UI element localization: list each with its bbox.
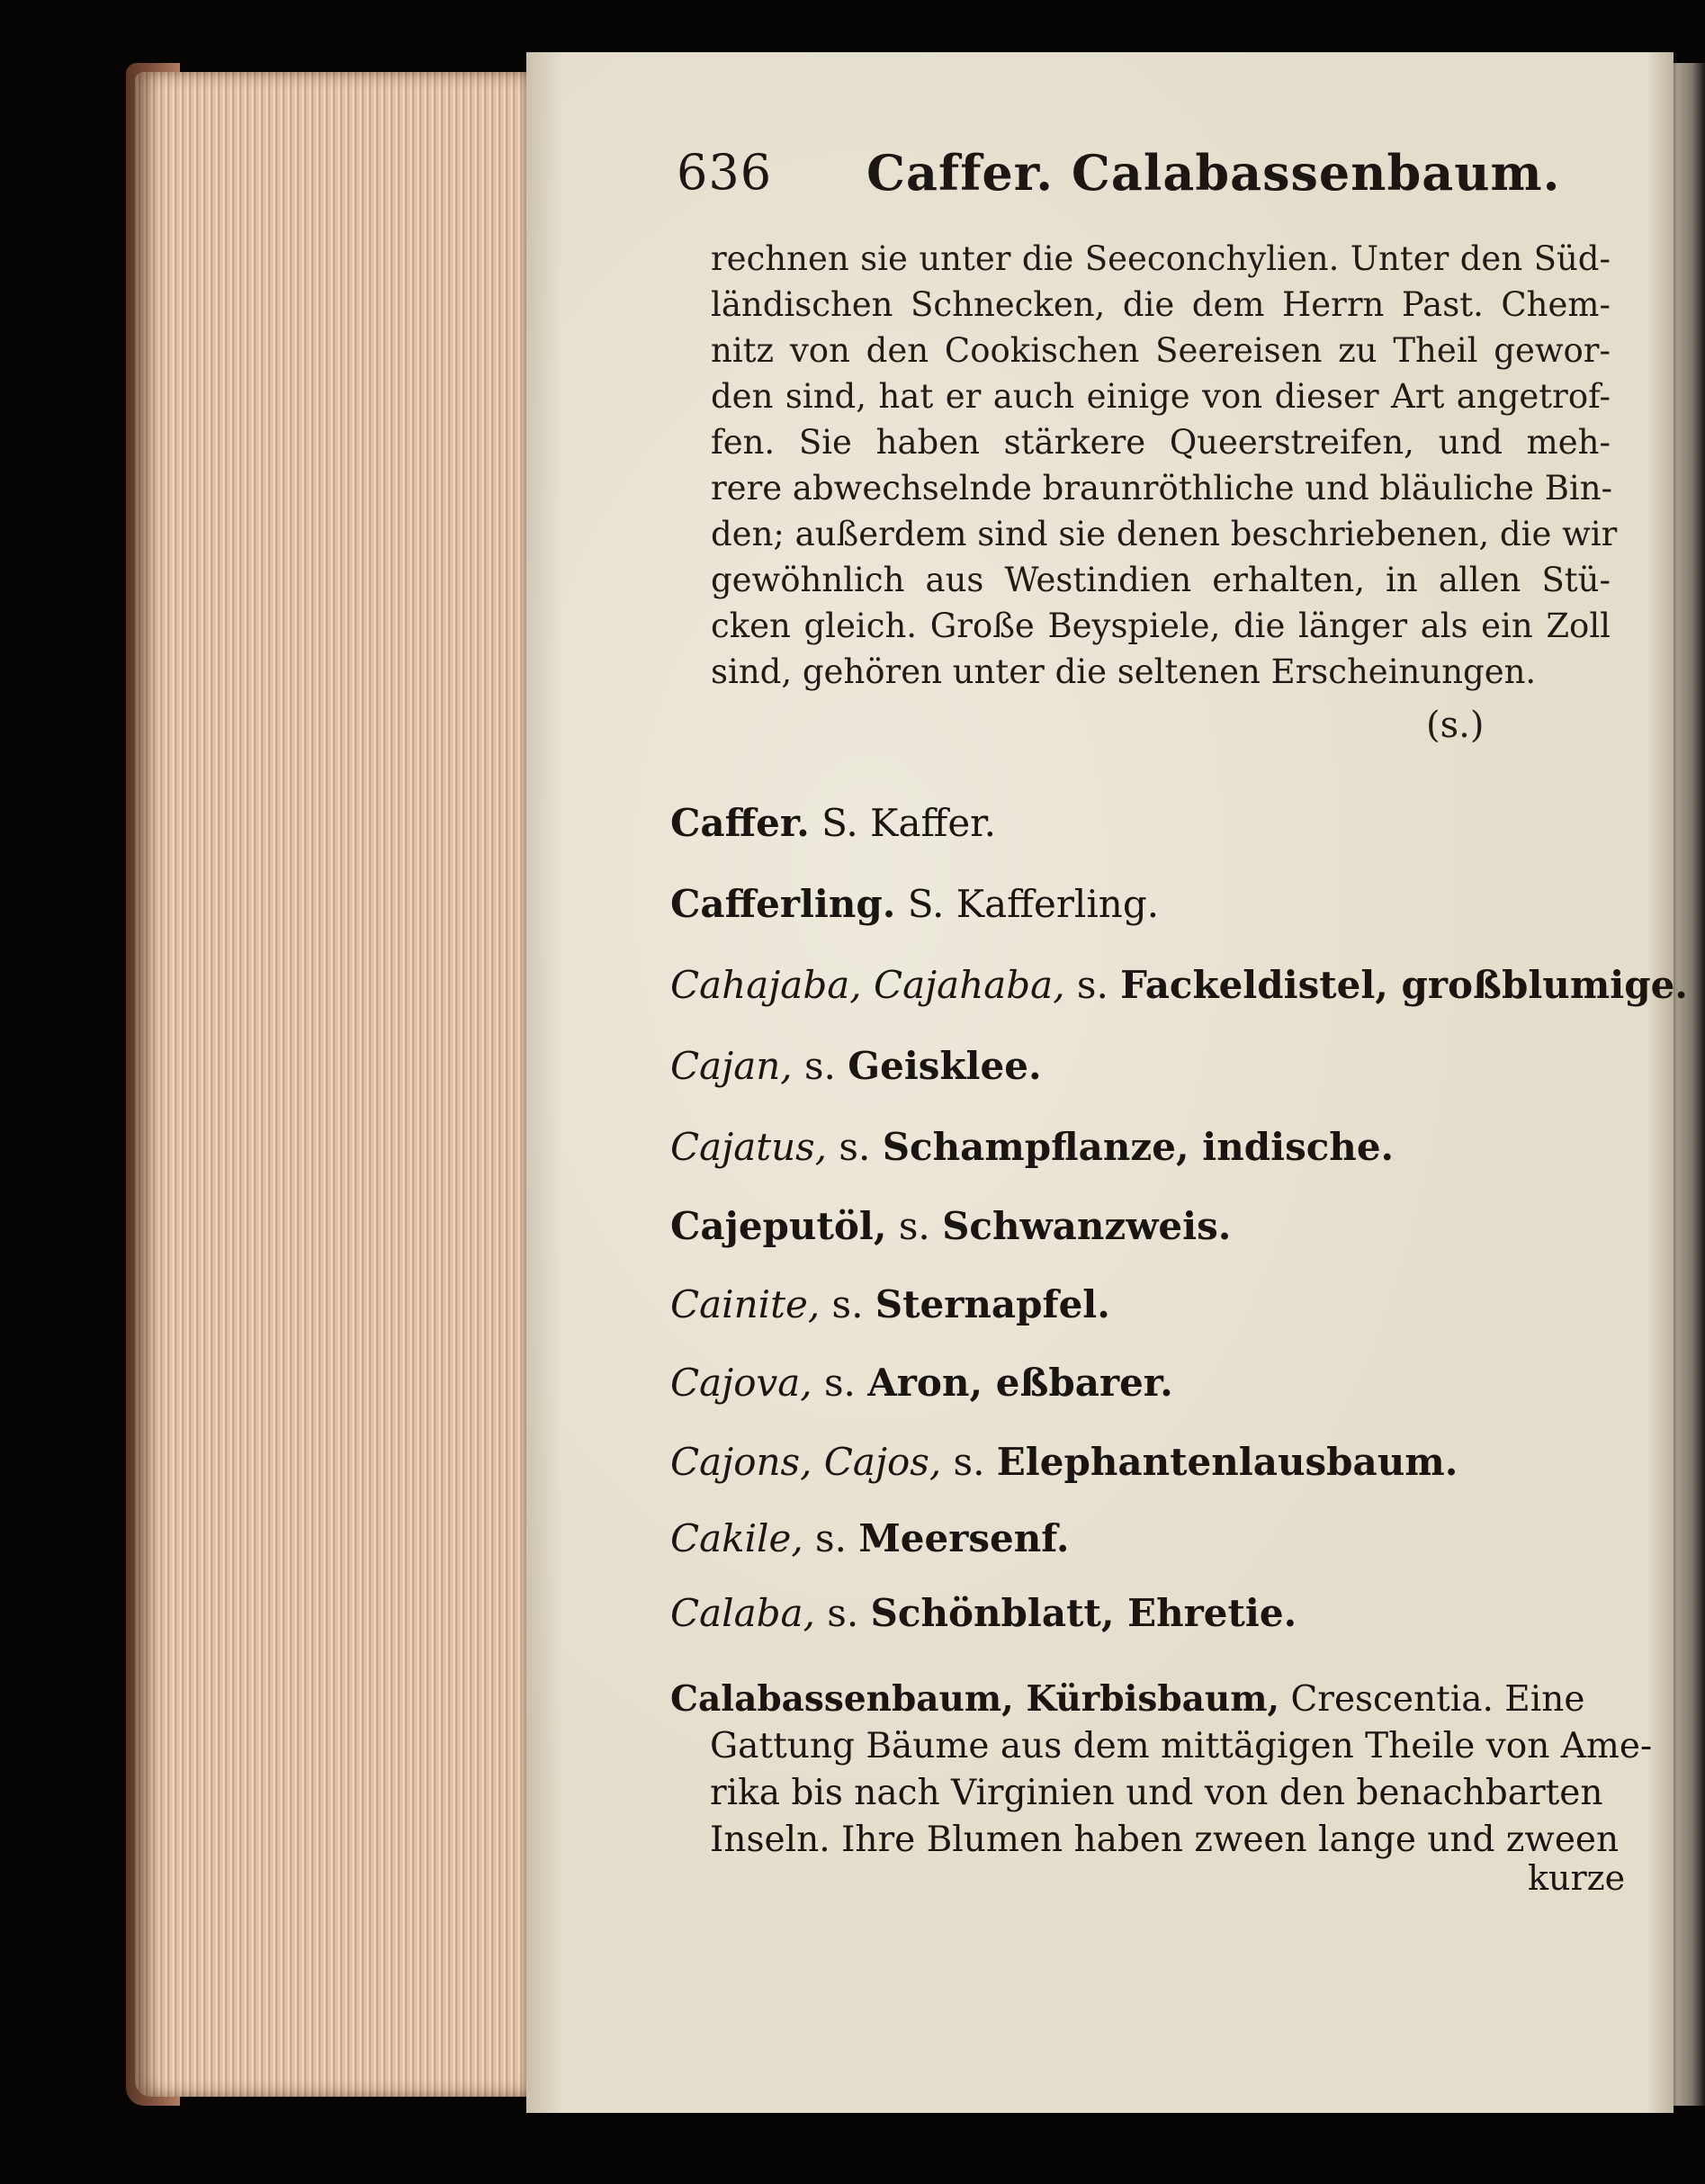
- text-line: den; außerdem sind sie denen beschriebenen, die wir: [711, 515, 1618, 553]
- entry-see: s.: [886, 1204, 943, 1248]
- text-line: nitz von den Cookischen Seereisen zu Theil gewor-: [711, 331, 1611, 370]
- entry-cajan: [670, 1044, 1042, 1088]
- entry-cakile: [670, 1516, 1069, 1560]
- text-line: fen. Sie haben stärkere Queerstreifen, und meh-: [711, 423, 1611, 462]
- entry-see: s.: [820, 1282, 875, 1326]
- entry-reference: Aron, eßbarer.: [867, 1361, 1173, 1405]
- entry-reference: Meersenf.: [858, 1516, 1070, 1560]
- text-line: den sind, hat er auch einige von dieser Art angetrof-: [711, 377, 1611, 416]
- entry-cainite: [670, 1282, 1110, 1326]
- entry-reference: Schampflanze, indische.: [882, 1125, 1395, 1169]
- entry-cafferling: [670, 882, 1159, 926]
- entry-reference: Schönblatt, Ehretie.: [870, 1591, 1297, 1635]
- entry-see: s.: [827, 1125, 883, 1169]
- catchword: kurze: [1528, 1858, 1626, 1898]
- author-signature: (s.): [1426, 705, 1485, 746]
- entry-latin-term: Cajan,: [670, 1044, 793, 1088]
- entry-headword: Cafferling.: [670, 882, 896, 926]
- entry-latin-term: Cakile,: [670, 1516, 803, 1560]
- entry-reference: Geisklee.: [848, 1044, 1042, 1088]
- entry-latin-term: Cainite,: [670, 1282, 821, 1326]
- entry-reference: Fackeldistel, großblumige.: [1120, 963, 1688, 1007]
- entry-caffer: [670, 801, 996, 845]
- entry-reference: Schwanzweis.: [942, 1204, 1232, 1248]
- entry-calabassenbaum: [670, 1676, 1653, 1864]
- text-line: sind, gehören unter die seltenen Erscheinungen.: [711, 652, 1537, 691]
- entry-see: s.: [812, 1361, 868, 1405]
- entry-latin-term: Cahajaba, Cajahaba,: [670, 963, 1065, 1007]
- text-line: rere abwechselnde braunröthliche und bläuliche Bin-: [711, 469, 1613, 508]
- entry-cajeputoel: [670, 1204, 1231, 1248]
- entry-calaba: [670, 1591, 1297, 1635]
- entry-reference: Sternapfel.: [875, 1282, 1110, 1326]
- entry-latin-term: Cajova,: [670, 1361, 812, 1405]
- entry-see: s.: [814, 1591, 871, 1635]
- entry-see: s.: [941, 1440, 997, 1484]
- running-head: Caffer. Calabassenbaum.: [866, 144, 1561, 202]
- entry-cajatus: [670, 1125, 1394, 1169]
- entry-headword: Caffer.: [670, 801, 810, 845]
- entry-reference: Elephantenlausbaum.: [996, 1440, 1458, 1484]
- entry-headword: Calabassenbaum, Kürbisbaum,: [670, 1678, 1280, 1720]
- entry-latin-term: Cajons, Cajos,: [670, 1440, 942, 1484]
- entry-cajons: [670, 1440, 1458, 1484]
- continued-text: [711, 236, 1618, 695]
- entry-latin-name: Crescentia. Eine: [1279, 1679, 1585, 1720]
- entry-see: s.: [792, 1044, 848, 1088]
- text-line: ländischen Schnecken, die dem Herrn Past. Chem-: [711, 285, 1611, 324]
- text-line: rechnen sie unter die Seeconchylien. Unter den Süd-: [711, 239, 1611, 278]
- entry-cajova: [670, 1361, 1173, 1405]
- text-line: Gattung Bäume aus dem mittägigen Theile von Ame-: [710, 1726, 1653, 1766]
- entry-latin-term: Cajatus,: [670, 1125, 828, 1169]
- text-line: cken gleich. Große Beyspiele, die länger als ein Zoll: [711, 607, 1611, 645]
- entry-headword: Cajeputöl,: [670, 1204, 887, 1248]
- entry-see: s.: [1064, 963, 1121, 1007]
- text-line: gewöhnlich aus Westindien erhalten, in allen Stü-: [711, 561, 1611, 599]
- entry-latin-term: Calaba,: [670, 1591, 815, 1635]
- page-number: 636: [677, 144, 773, 201]
- entry-first-line: [670, 1676, 1615, 1723]
- text-line: rika bis nach Virginien und von den benachbarten: [710, 1773, 1603, 1813]
- entry-crossref: S. Kafferling.: [895, 882, 1160, 926]
- text-line: Inseln. Ihre Blumen haben zween lange und zween: [710, 1820, 1620, 1860]
- entry-crossref: S. Kaffer.: [809, 801, 996, 845]
- entry-cahajaba: [670, 963, 1688, 1007]
- entry-see: s.: [803, 1516, 859, 1560]
- page-edges: [135, 72, 526, 2097]
